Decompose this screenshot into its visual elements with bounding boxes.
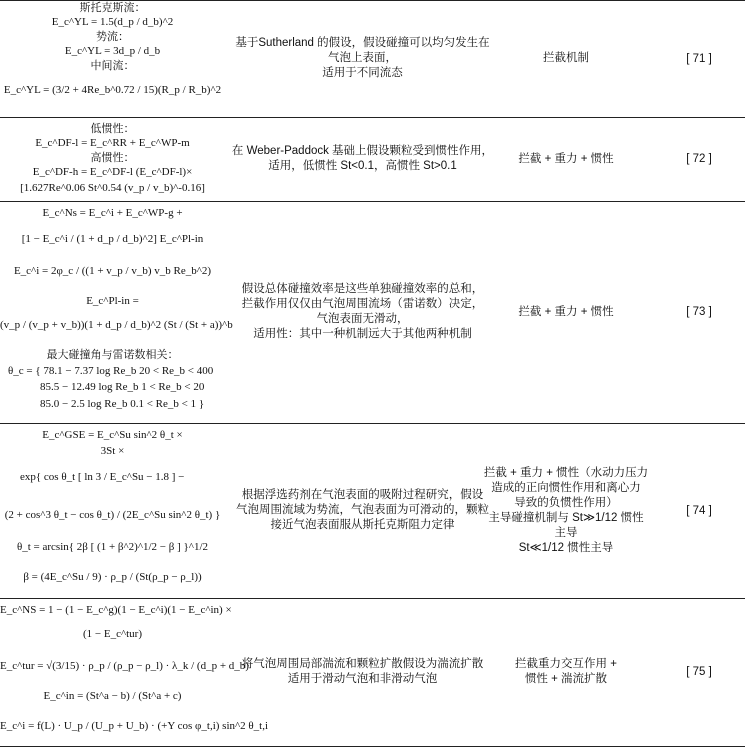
description-cell: 根据浮选药剂在气泡表面的吸附过程研究，假设 气泡周围流域为势流，气泡表面为可滑动的，颗粒 接近气泡表面服从斯托克斯阻力定律 <box>236 489 489 531</box>
formula-line: 斯托克斯流： <box>79 2 146 14</box>
formula-line: θ_t = arcsin{ 2β [ (1 + β^2)^1/2 − β ] }^1/2 <box>16 541 209 553</box>
formula-line: E_c^i = f(L) · U_p / (U_p + U_b) · (+Y cos φ_t,i) sin^2 θ_t,i <box>0 720 269 732</box>
formula-cell <box>0 423 225 598</box>
formula-cell <box>0 0 225 117</box>
formula-line: 3St × <box>100 445 125 457</box>
formula-line: 势流： <box>96 31 129 43</box>
formula-line: E_c^NS = 1 − (1 − E_c^g)(1 − E_c^i)(1 − E_c^in) × <box>0 604 232 616</box>
formula-line: E_c^Pl-in = <box>86 295 139 307</box>
reference-cell: [ 71 ] <box>686 52 712 65</box>
formula-line: E_c^YL = 3d_p / d_b <box>64 45 161 57</box>
mechanism-cell: 拦截重力交互作用 + 惯性 + 湍流扩散 <box>515 658 617 685</box>
description-cell: 将气泡周围局部湍流和颗粒扩散假设为湍流扩散 适用于滑动气泡和非滑动气泡 <box>241 658 484 685</box>
description-cell: 基于Sutherland 的假设，假设碰撞可以均匀发生在 气泡上表面， 适用于不同流态 <box>235 37 490 79</box>
formula-line: 85.5 − 12.49 log Re_b 1 < Re_b < 20 <box>40 381 205 393</box>
formula-cell <box>0 598 269 746</box>
formula-cell <box>0 117 225 201</box>
formula-line: E_c^i = 2φ_c / ((1 + v_p / v_b) v_b Re_b^2) <box>13 265 212 277</box>
formula-line: β = (4E_c^Su / 9) · ρ_p / (St(ρ_p − ρ_l)) <box>23 571 202 583</box>
formula-line: θ_c = { 78.1 − 7.37 log Re_b 20 < Re_b < 400 <box>8 365 214 377</box>
formula-line: E_c^GSE = E_c^Su sin^2 θ_t × <box>42 429 183 441</box>
table-row <box>0 201 745 423</box>
formula-line: E_c^DF-l = E_c^RR + E_c^WP-m <box>35 137 190 149</box>
table-row <box>0 598 745 746</box>
formula-line: 最大碰撞角与雷诺数相关： <box>46 349 179 361</box>
formula-line: [1.627Re^0.06 St^0.54 (v_p / v_b)^-0.16] <box>20 182 205 194</box>
mechanism-cell: 拦截 + 重力 + 惯性（水动力压力 造成的正向惯性作用和离心力 导致的负惯性作用） 主导碰撞机制与 St≫1/12 惯性 主导 St≪1/12 惯性主导 <box>483 466 649 554</box>
formula-line: E_c^YL = 1.5(d_p / d_b)^2 <box>51 16 174 28</box>
mechanism-cell: 拦截机制 <box>543 52 589 64</box>
reference-cell: [ 74 ] <box>686 504 712 517</box>
formula-line: 中间流： <box>90 60 135 72</box>
formula-line: E_c^tur = √(3/15) · ρ_p / (ρ_p − ρ_l) · λ_k / (d_p + d_b) <box>0 660 249 672</box>
description-cell: 在 Weber-Paddock 基础上假设颗粒受到惯性作用， 适用，低惯性 St<0.1，高惯性 St>0.1 <box>231 145 494 172</box>
formula-line: E_c^YL = (3/2 + 4Re_b^0.72 / 15)(R_p / R_b)^2 <box>3 84 222 96</box>
formula-line: (1 − E_c^tur) <box>82 628 142 640</box>
table-row <box>0 423 745 598</box>
formula-line: E_c^Ns = E_c^i + E_c^WP-g + <box>42 207 183 219</box>
reference-cell: [ 73 ] <box>686 306 712 318</box>
formula-line: exp{ cos θ_t [ ln 3 / E_c^Su − 1.8 ] − <box>20 471 185 483</box>
formula-cell <box>0 201 233 423</box>
table-row <box>0 0 745 117</box>
formula-line: E_c^DF-h = E_c^DF-l (E_c^DF-l)× <box>32 166 193 178</box>
table-row <box>0 117 745 201</box>
reference-cell: [ 72 ] <box>686 153 712 165</box>
formula-line: 低惯性： <box>90 123 135 135</box>
description-cell: 假设总体碰撞效率是这些单独碰撞效率的总和， 拦截作用仅仅由气泡周围流场（雷诺数）决定， 气泡表面无滑动， 适用性：其中一种机制远大于其他两种机制 <box>241 283 484 340</box>
mechanism-cell: 拦截 + 重力 + 惯性 <box>518 305 614 318</box>
mechanism-cell: 拦截 + 重力 + 惯性 <box>518 152 614 165</box>
reference-cell: [ 75 ] <box>686 666 712 678</box>
formula-line: (2 + cos^3 θ_t − cos θ_t) / (2E_c^Su sin^2 θ_t) } <box>4 509 221 521</box>
formula-line: [1 − E_c^i / (1 + d_p / d_b)^2] E_c^Pl-in <box>21 233 204 245</box>
formula-line: E_c^in = (St^a − b) / (St^a + c) <box>43 690 182 702</box>
formula-line: (v_p / (v_p + v_b))(1 + d_p / d_b)^2 (St / (St + a))^b <box>0 319 233 331</box>
formula-line: 高惯性： <box>90 152 135 164</box>
formula-line: 85.0 − 2.5 log Re_b 0.1 < Re_b < 1 } <box>40 398 205 410</box>
